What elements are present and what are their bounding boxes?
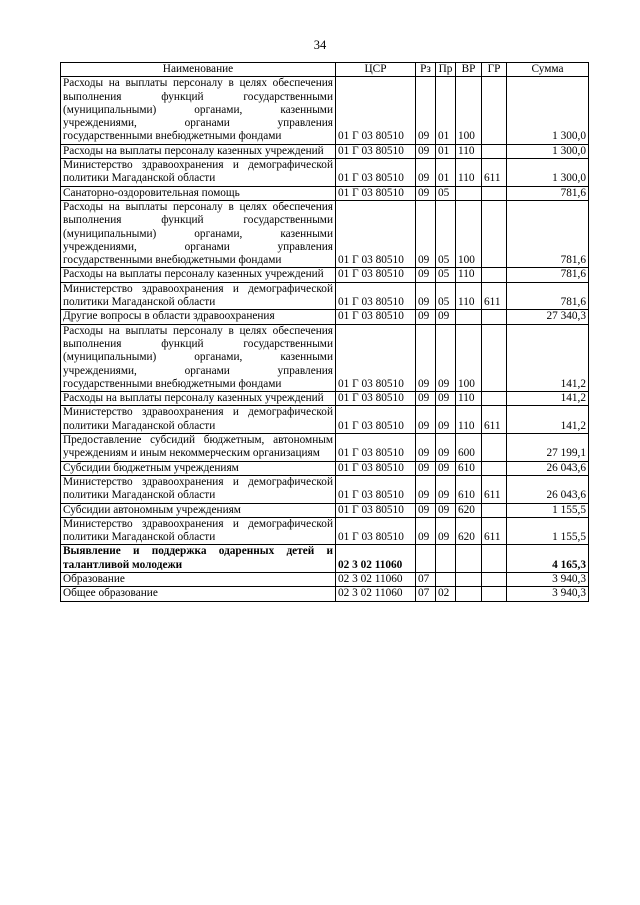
row-sum-cell: 27 340,3 [507,310,589,324]
row-name-cell: Общее образование [61,587,336,601]
row-pr-cell: 09 [436,406,456,434]
row-sum-cell: 781,6 [507,200,589,267]
row-gr-cell: 611 [482,475,507,503]
row-rz-cell: 09 [416,268,436,282]
row-sum-cell: 26 043,6 [507,461,589,475]
row-gr-cell [482,310,507,324]
table-row [61,282,589,310]
row-rz-cell: 07 [416,587,436,601]
row-gr-cell: 611 [482,159,507,187]
row-pr-cell: 09 [436,392,456,406]
table-row [61,503,589,517]
row-rz-cell: 09 [416,282,436,310]
row-vr-cell: 110 [456,268,482,282]
row-vr-cell: 110 [456,144,482,158]
row-pr-cell: 05 [436,268,456,282]
row-pr-cell: 09 [436,517,456,545]
row-gr-cell [482,503,507,517]
row-pr-cell: 05 [436,282,456,310]
table-row [61,475,589,503]
row-name-cell: Расходы на выплаты персоналу казенных учреждений [61,392,336,406]
row-rz-cell: 09 [416,461,436,475]
row-gr-cell [482,572,507,586]
row-rz-cell: 09 [416,475,436,503]
row-csr-cell: 01 Г 03 80510 [336,186,416,200]
row-gr-cell [482,587,507,601]
row-sum-cell: 141,2 [507,392,589,406]
row-vr-cell: 100 [456,324,482,391]
header-vr: ВР [456,63,482,77]
header-gr: ГР [482,63,507,77]
row-sum-cell: 27 199,1 [507,434,589,462]
row-name-cell: Выявление и поддержка одаренных детей и талантливой молодежи [61,545,336,573]
table-row [61,572,589,586]
row-gr-cell [482,434,507,462]
row-name-cell: Расходы на выплаты персоналу в целях обеспечения выполнения функций государственными (муниципальными) органами, казенными учреждениями, органами управления государственными внебюджетными фондами [61,324,336,391]
row-rz-cell: 09 [416,517,436,545]
row-vr-cell [456,545,482,573]
row-csr-cell: 01 Г 03 80510 [336,144,416,158]
row-vr-cell: 110 [456,392,482,406]
table-row [61,186,589,200]
row-rz-cell: 09 [416,324,436,391]
row-csr-cell: 01 Г 03 80510 [336,77,416,144]
row-name-cell: Расходы на выплаты персоналу казенных учреждений [61,144,336,158]
header-pr: Пр [436,63,456,77]
row-vr-cell: 110 [456,406,482,434]
row-name-cell: Субсидии бюджетным учреждениям [61,461,336,475]
row-pr-cell: 05 [436,200,456,267]
row-vr-cell: 110 [456,159,482,187]
table-row [61,406,589,434]
row-sum-cell: 1 155,5 [507,503,589,517]
table-row [61,77,589,144]
row-name-cell: Расходы на выплаты персоналу в целях обеспечения выполнения функций государственными (муниципальными) органами, казенными учреждениями, органами управления государственными внебюджетными фондами [61,200,336,267]
row-pr-cell: 02 [436,587,456,601]
row-pr-cell: 09 [436,324,456,391]
row-vr-cell [456,310,482,324]
row-gr-cell [482,77,507,144]
row-rz-cell: 09 [416,503,436,517]
row-vr-cell: 610 [456,461,482,475]
row-rz-cell: 09 [416,144,436,158]
row-sum-cell: 141,2 [507,324,589,391]
header-csr: ЦСР [336,63,416,77]
table-row [61,159,589,187]
row-name-cell: Расходы на выплаты персоналу в целях обеспечения выполнения функций государственными (муниципальными) органами, казенными учреждениями, органами управления государственными внебюджетными фондами [61,77,336,144]
row-vr-cell: 100 [456,77,482,144]
row-gr-cell [482,324,507,391]
row-rz-cell: 09 [416,310,436,324]
table-row [61,434,589,462]
row-vr-cell: 620 [456,517,482,545]
row-rz-cell: 09 [416,434,436,462]
header-sum: Сумма [507,63,589,77]
page-number: 34 [313,38,327,52]
row-sum-cell: 141,2 [507,406,589,434]
row-pr-cell: 01 [436,159,456,187]
row-sum-cell: 26 043,6 [507,475,589,503]
row-name-cell: Предоставление субсидий бюджетным, автономным учреждениям и иным некоммерческим организациям [61,434,336,462]
row-sum-cell: 4 165,3 [507,545,589,573]
row-sum-cell: 3 940,3 [507,572,589,586]
row-rz-cell: 09 [416,392,436,406]
row-csr-cell: 01 Г 03 80510 [336,159,416,187]
row-name-cell: Министерство здравоохранения и демографической политики Магаданской области [61,282,336,310]
row-gr-cell [482,186,507,200]
row-vr-cell: 100 [456,200,482,267]
row-csr-cell: 01 Г 03 80510 [336,434,416,462]
row-vr-cell: 620 [456,503,482,517]
row-sum-cell: 1 155,5 [507,517,589,545]
row-vr-cell: 110 [456,282,482,310]
row-sum-cell: 781,6 [507,186,589,200]
row-sum-cell: 781,6 [507,282,589,310]
row-name-cell: Расходы на выплаты персоналу казенных учреждений [61,268,336,282]
table-row [61,200,589,267]
row-csr-cell: 01 Г 03 80510 [336,324,416,391]
row-csr-cell: 01 Г 03 80510 [336,282,416,310]
row-vr-cell [456,186,482,200]
row-csr-cell: 01 Г 03 80510 [336,461,416,475]
row-gr-cell [482,545,507,573]
header-rz: Рз [416,63,436,77]
row-name-cell: Министерство здравоохранения и демографической политики Магаданской области [61,517,336,545]
row-sum-cell: 1 300,0 [507,159,589,187]
table-row [61,310,589,324]
row-name-cell: Образование [61,572,336,586]
row-name-cell: Министерство здравоохранения и демографической политики Магаданской области [61,475,336,503]
row-csr-cell: 01 Г 03 80510 [336,517,416,545]
row-csr-cell: 01 Г 03 80510 [336,503,416,517]
row-pr-cell [436,572,456,586]
row-gr-cell [482,144,507,158]
row-pr-cell [436,545,456,573]
row-csr-cell: 02 3 02 11060 [336,587,416,601]
row-vr-cell [456,587,482,601]
row-gr-cell [482,200,507,267]
row-rz-cell: 09 [416,77,436,144]
row-gr-cell: 611 [482,517,507,545]
row-csr-cell: 01 Г 03 80510 [336,200,416,267]
table-row [61,324,589,391]
table-row [61,517,589,545]
row-pr-cell: 09 [436,434,456,462]
row-gr-cell: 611 [482,406,507,434]
row-name-cell: Министерство здравоохранения и демографической политики Магаданской области [61,406,336,434]
row-gr-cell [482,461,507,475]
row-vr-cell: 610 [456,475,482,503]
table-row [61,545,589,573]
row-rz-cell: 09 [416,406,436,434]
row-rz-cell: 09 [416,159,436,187]
row-name-cell: Субсидии автономным учреждениям [61,503,336,517]
table-row [61,461,589,475]
row-csr-cell: 01 Г 03 80510 [336,475,416,503]
row-rz-cell [416,545,436,573]
row-rz-cell: 09 [416,200,436,267]
row-csr-cell: 01 Г 03 80510 [336,268,416,282]
row-csr-cell: 01 Г 03 80510 [336,392,416,406]
row-vr-cell: 600 [456,434,482,462]
header-name: Наименование [61,63,336,77]
row-csr-cell: 02 3 02 11060 [336,572,416,586]
row-gr-cell [482,268,507,282]
row-pr-cell: 09 [436,503,456,517]
row-csr-cell: 02 3 02 11060 [336,545,416,573]
table-row [61,144,589,158]
row-csr-cell: 01 Г 03 80510 [336,406,416,434]
row-rz-cell: 07 [416,572,436,586]
row-pr-cell: 01 [436,144,456,158]
table-row [61,587,589,601]
row-pr-cell: 05 [436,186,456,200]
row-pr-cell: 01 [436,77,456,144]
row-gr-cell [482,392,507,406]
row-gr-cell: 611 [482,282,507,310]
table-row [61,392,589,406]
row-sum-cell: 3 940,3 [507,587,589,601]
row-pr-cell: 09 [436,461,456,475]
budget-table [60,62,589,602]
row-name-cell: Санаторно-оздоровительная помощь [61,186,336,200]
row-pr-cell: 09 [436,475,456,503]
row-name-cell: Министерство здравоохранения и демографической политики Магаданской области [61,159,336,187]
row-csr-cell: 01 Г 03 80510 [336,310,416,324]
row-sum-cell: 781,6 [507,268,589,282]
row-rz-cell: 09 [416,186,436,200]
row-pr-cell: 09 [436,310,456,324]
row-name-cell: Другие вопросы в области здравоохранения [61,310,336,324]
row-sum-cell: 1 300,0 [507,144,589,158]
row-sum-cell: 1 300,0 [507,77,589,144]
table-header-row [61,63,589,77]
row-vr-cell [456,572,482,586]
table-row [61,268,589,282]
